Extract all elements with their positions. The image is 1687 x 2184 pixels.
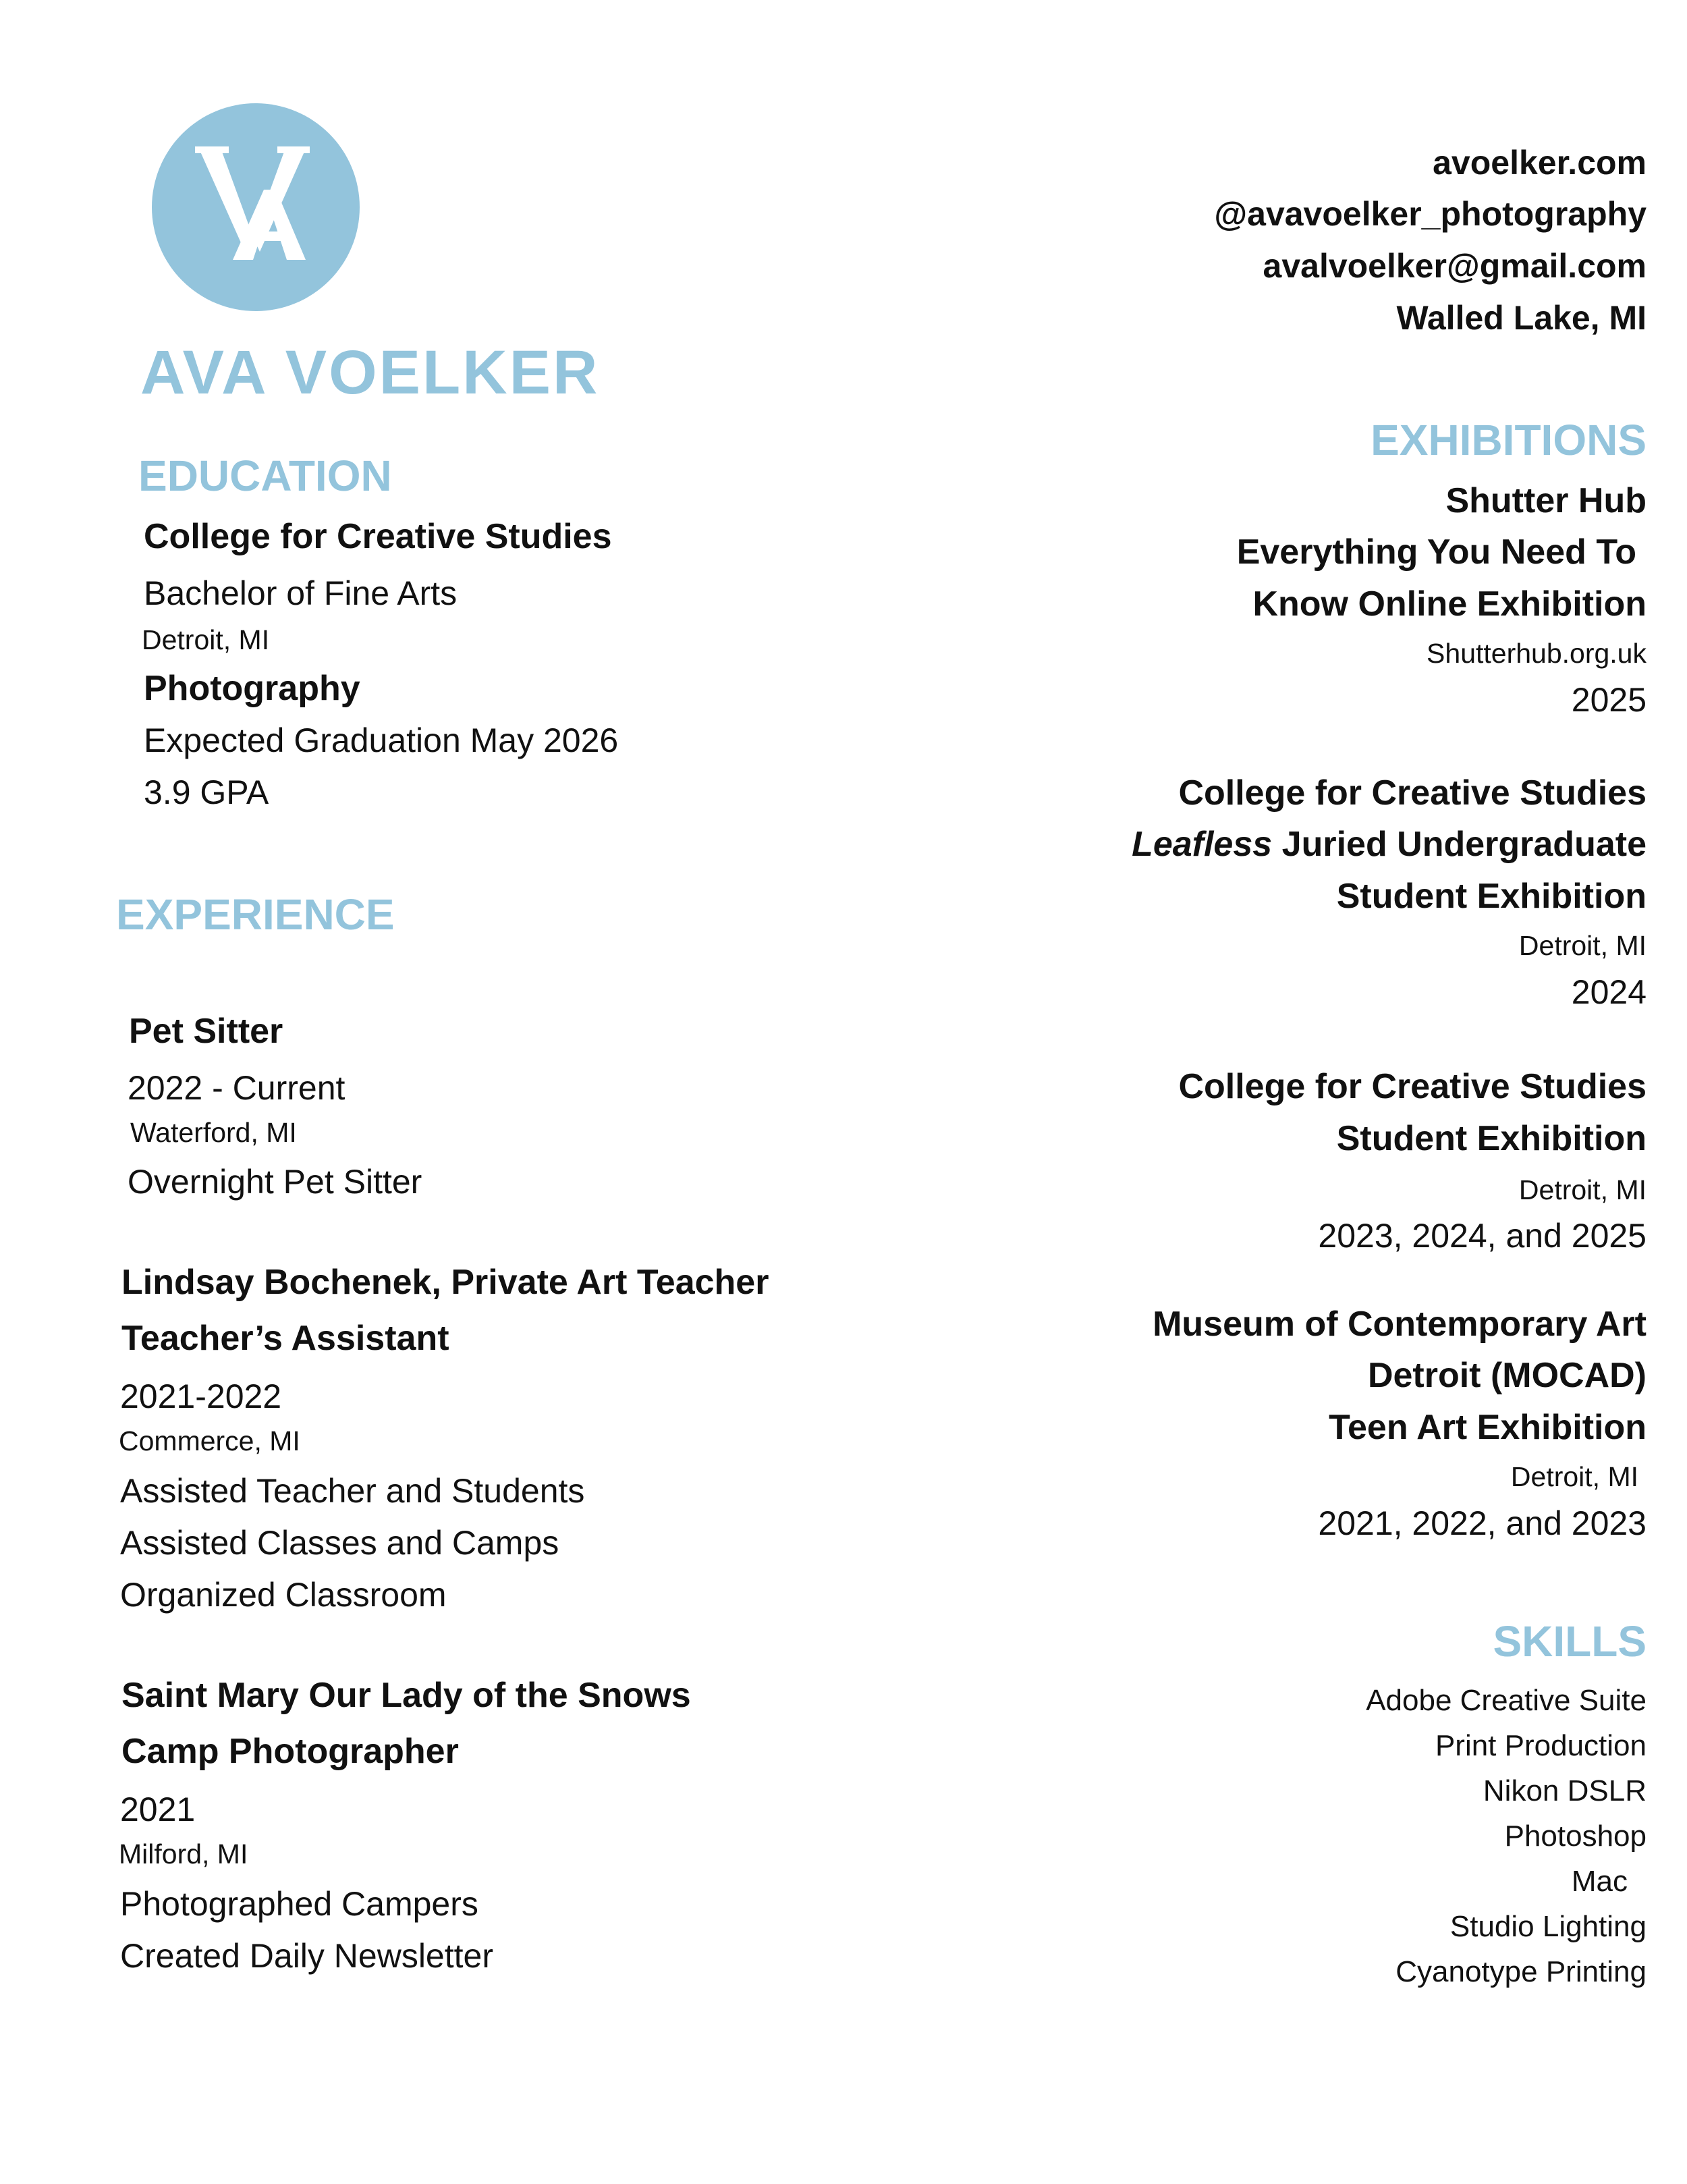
exhibitions-heading: EXHIBITIONS xyxy=(1371,416,1647,464)
exhibition-year: 2021, 2022, and 2023 xyxy=(1318,1504,1647,1542)
exhibition-title-rest: Juried Undergraduate xyxy=(1272,825,1647,864)
contact-instagram[interactable]: @avavoelker_photography xyxy=(1214,195,1647,233)
contact-website[interactable]: avoelker.com xyxy=(1433,144,1647,182)
exhibition-title: Student Exhibition xyxy=(1336,877,1647,916)
skill-item: Cyanotype Printing xyxy=(1395,1955,1647,1988)
skill-item: Adobe Creative Suite xyxy=(1366,1684,1647,1717)
education-gpa: 3.9 GPA xyxy=(144,773,269,811)
job-duty: Created Daily Newsletter xyxy=(120,1937,493,1975)
job-location: Waterford, MI xyxy=(130,1117,297,1148)
job-duty: Assisted Classes and Camps xyxy=(120,1524,559,1562)
exhibition-title: Detroit (MOCAD) xyxy=(1367,1356,1647,1395)
skill-item: Nikon DSLR xyxy=(1483,1774,1647,1807)
contact-location: Walled Lake, MI xyxy=(1396,299,1647,337)
skill-item: Studio Lighting xyxy=(1449,1910,1647,1943)
experience-heading: EXPERIENCE xyxy=(116,890,395,939)
skills-heading: SKILLS xyxy=(1493,1617,1647,1666)
job-duty: Overnight Pet Sitter xyxy=(128,1163,422,1201)
logo-monogram xyxy=(152,103,360,311)
job-title: Pet Sitter xyxy=(129,1012,283,1051)
exhibition-location: Detroit, MI xyxy=(1518,930,1647,961)
education-heading: EDUCATION xyxy=(138,452,392,500)
job-dates: 2021-2022 xyxy=(120,1377,282,1415)
monogram-av-icon xyxy=(152,103,360,311)
education-location: Detroit, MI xyxy=(142,624,270,655)
exhibition-title: Everything You Need To xyxy=(1236,533,1636,572)
education-major: Photography xyxy=(144,669,360,708)
job-role: Teacher’s Assistant xyxy=(121,1319,449,1358)
job-location: Milford, MI xyxy=(119,1838,248,1869)
contact-email[interactable]: avalvoelker@gmail.com xyxy=(1263,247,1647,285)
education-degree: Bachelor of Fine Arts xyxy=(144,574,458,612)
exhibition-title xyxy=(1132,824,1647,865)
exhibition-title: Know Online Exhibition xyxy=(1252,584,1647,624)
job-title: Saint Mary Our Lady of the Snows xyxy=(121,1676,691,1715)
education-school: College for Creative Studies xyxy=(144,517,612,556)
exhibition-location: Detroit, MI xyxy=(1510,1461,1638,1492)
exhibition-year: 2024 xyxy=(1571,973,1647,1011)
skill-item: Photoshop xyxy=(1504,1820,1647,1853)
exhibition-title: Student Exhibition xyxy=(1336,1119,1647,1158)
exhibition-title: College for Creative Studies xyxy=(1178,1067,1647,1106)
job-dates: 2021 xyxy=(120,1791,196,1828)
job-title: Lindsay Bochenek, Private Art Teacher xyxy=(121,1263,769,1302)
job-duty: Organized Classroom xyxy=(120,1576,447,1614)
exhibition-title: Museum of Contemporary Art xyxy=(1153,1305,1647,1344)
skill-item: Mac xyxy=(1571,1865,1628,1898)
job-duty: Assisted Teacher and Students xyxy=(120,1472,585,1510)
exhibition-location: Detroit, MI xyxy=(1518,1174,1647,1205)
job-dates: 2022 - Current xyxy=(128,1069,345,1107)
education-graduation: Expected Graduation May 2026 xyxy=(144,721,619,759)
exhibition-title-italic: Leafless xyxy=(1132,825,1273,864)
exhibition-year: 2023, 2024, and 2025 xyxy=(1318,1217,1647,1255)
resume-name: AVA VOELKER xyxy=(140,338,600,407)
job-location: Commerce, MI xyxy=(119,1425,300,1456)
exhibition-title: Shutter Hub xyxy=(1445,481,1647,520)
job-role: Camp Photographer xyxy=(121,1732,459,1771)
job-duty: Photographed Campers xyxy=(120,1885,478,1923)
exhibition-year: 2025 xyxy=(1571,681,1647,719)
exhibition-title: College for Creative Studies xyxy=(1178,773,1647,813)
skill-item: Print Production xyxy=(1435,1729,1647,1762)
exhibition-location: Shutterhub.org.uk xyxy=(1427,638,1647,669)
exhibition-title: Teen Art Exhibition xyxy=(1329,1408,1647,1447)
